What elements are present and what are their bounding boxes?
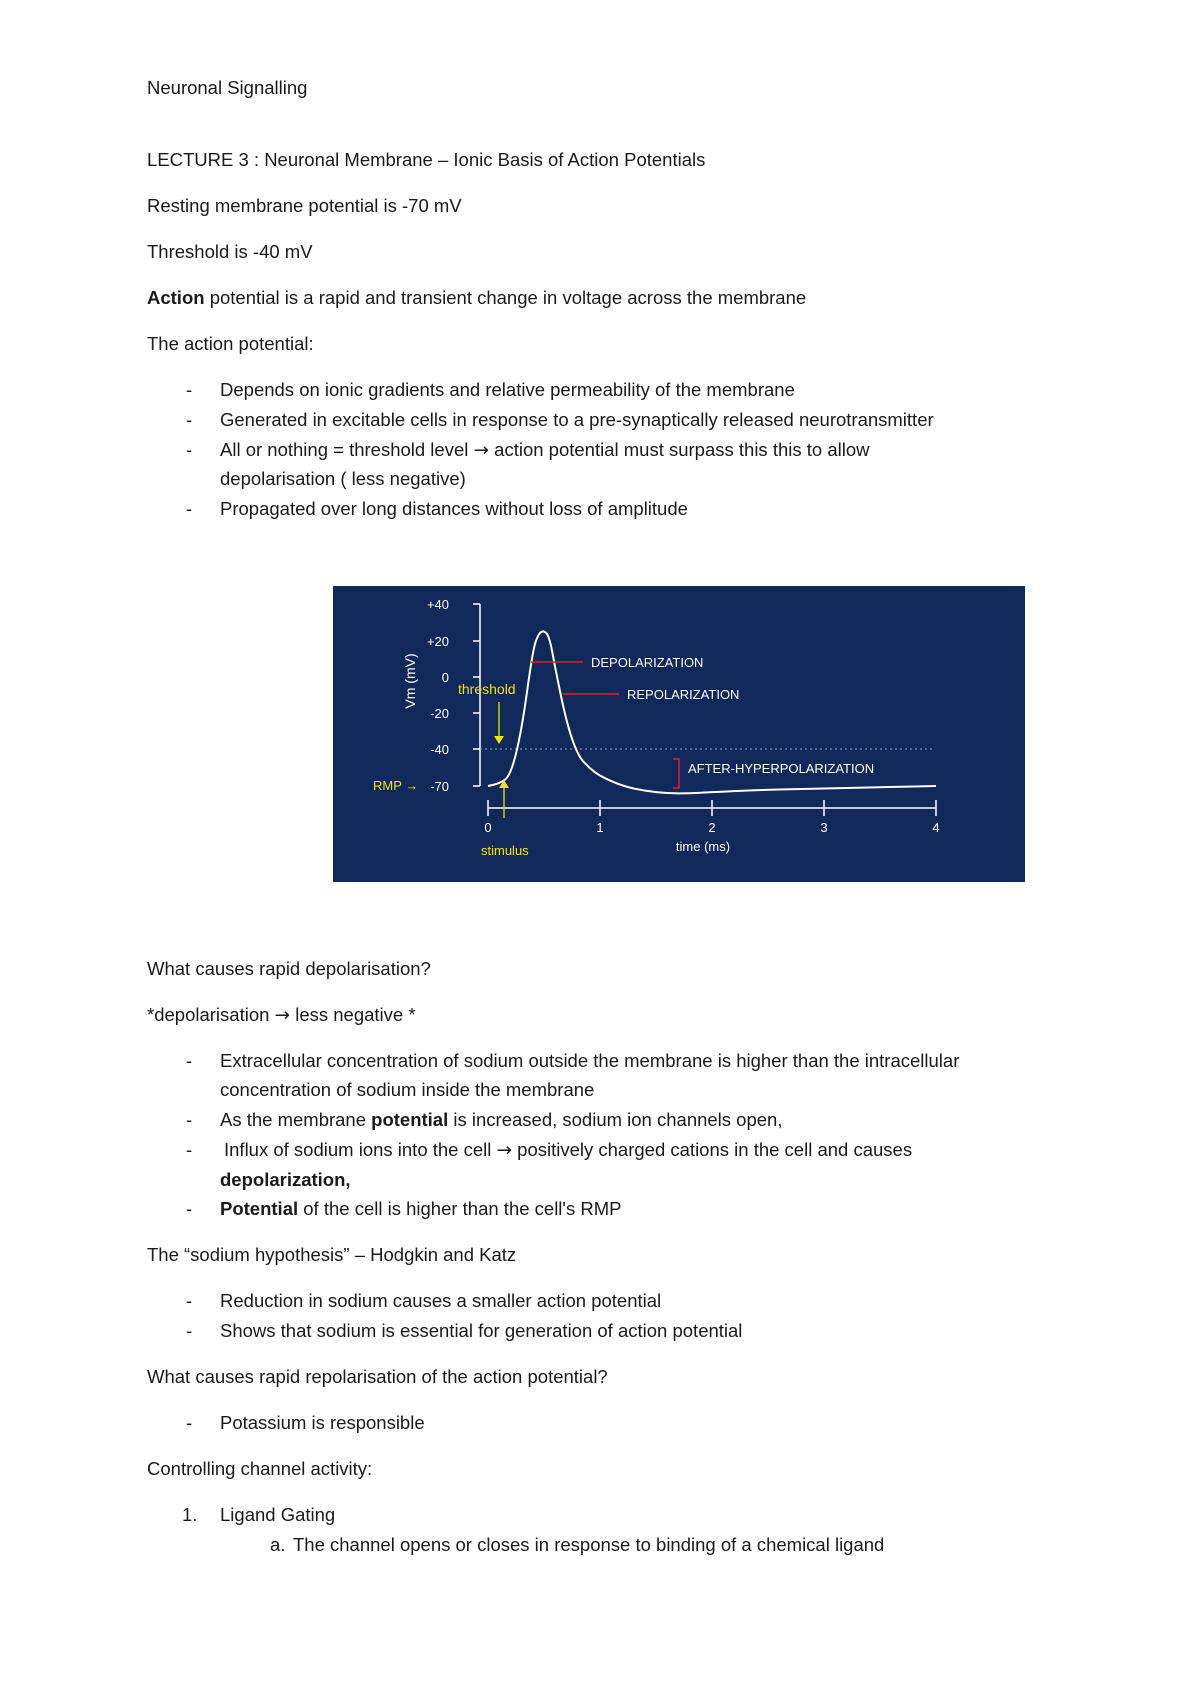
y-tick-label: -40 xyxy=(430,742,449,757)
y-tick-label: -70 xyxy=(430,779,449,794)
repolarization-label: REPOLARIZATION xyxy=(627,687,740,702)
action-term: Action xyxy=(147,287,205,308)
depolarisation-note xyxy=(147,1003,416,1028)
question-repolarisation: What causes rapid repolarisation of the action potential? xyxy=(147,1366,608,1387)
y-tick-label: 0 xyxy=(441,670,449,685)
document-header: Neuronal Signalling xyxy=(147,77,308,98)
y-tick-label: +20 xyxy=(426,634,449,649)
action-potential-chart xyxy=(333,586,1025,882)
x-tick-label: 1 xyxy=(596,820,604,835)
bullet-text-bold: depolarization, xyxy=(220,1169,351,1190)
bullet-text-part: As the membrane xyxy=(220,1109,372,1130)
bullet-text: Reduction in sodium causes a smaller action potential xyxy=(220,1290,662,1311)
ahp-label: AFTER-HYPERPOLARIZATION xyxy=(688,761,875,776)
x-tick-label: 2 xyxy=(708,820,716,835)
controlling-channel-heading: Controlling channel activity: xyxy=(147,1458,373,1479)
bullet-text-part: positively charged cations in the cell and causes xyxy=(512,1139,913,1160)
bullet-dash: - xyxy=(186,409,193,430)
bullet-text: Potassium is responsible xyxy=(220,1412,425,1433)
threshold-statement: Threshold is -40 mV xyxy=(147,241,313,262)
definition-rest: potential is a rapid and transient change in voltage across the membrane xyxy=(204,287,807,308)
bullet-text: Shows that sodium is essential for generation of action potential xyxy=(220,1320,743,1341)
list-item-text: The channel opens or closes in response to binding of a chemical ligand xyxy=(293,1534,885,1555)
list-number: 1. xyxy=(182,1504,198,1525)
bullet-text: depolarisation ( less negative) xyxy=(220,468,466,489)
bullet-text-part: is increased, sodium ion channels open, xyxy=(448,1109,783,1130)
x-tick-label: 4 xyxy=(932,820,940,835)
bullet-text xyxy=(220,1197,621,1221)
bullet-text-part: action potential must surpass this this to allow xyxy=(489,439,870,460)
bullet-text: Generated in excitable cells in response to a pre-synaptically released neurotransmitter xyxy=(220,409,934,430)
threshold-arrow-head xyxy=(494,736,504,744)
bullet-text: Extracellular concentration of sodium outside the membrane is higher than the intracellular xyxy=(220,1050,960,1071)
x-axis-label: time (ms) xyxy=(675,839,731,854)
right-arrow-icon: → xyxy=(473,440,490,461)
threshold-label: threshold xyxy=(458,681,516,697)
list-letter: a. xyxy=(270,1534,286,1555)
bullet-text: concentration of sodium inside the membrane xyxy=(220,1079,595,1100)
bullet-text xyxy=(224,1138,912,1163)
bullet-dash: - xyxy=(186,379,193,400)
right-arrow-icon: → xyxy=(274,1005,291,1026)
bullet-dash: - xyxy=(186,1198,193,1219)
y-axis-label: Vm (mV) xyxy=(402,653,418,709)
bullet-text-part: Influx of sodium ions into the cell xyxy=(224,1139,492,1160)
bullet-dash: - xyxy=(186,1050,193,1071)
bullet-text: Depends on ionic gradients and relative permeability of the membrane xyxy=(220,379,795,400)
bullet-text xyxy=(220,1108,782,1132)
lecture-title: LECTURE 3 : Neuronal Membrane – Ionic Basis of Action Potentials xyxy=(147,149,706,170)
rmp-label: RMP → xyxy=(373,778,419,793)
bullet-dash: - xyxy=(186,1139,193,1160)
bullet-text-part: All or nothing = threshold level xyxy=(220,439,469,460)
action-potential-heading: The action potential: xyxy=(147,333,314,354)
bullet-dash: - xyxy=(186,1290,193,1311)
y-tick-label: +40 xyxy=(426,597,449,612)
right-arrow-icon: → xyxy=(496,1140,513,1161)
y-tick-label: -20 xyxy=(430,706,449,721)
depolarization-label: DEPOLARIZATION xyxy=(591,655,704,670)
sodium-hypothesis-heading: The “sodium hypothesis” – Hodgkin and Katz xyxy=(147,1244,517,1265)
bullet-dash: - xyxy=(186,439,193,460)
bullet-dash: - xyxy=(186,1412,193,1433)
rmp-statement: Resting membrane potential is -70 mV xyxy=(147,195,462,216)
bullet-dash: - xyxy=(186,498,193,519)
action-potential-definition xyxy=(147,286,806,310)
stimulus-label: stimulus xyxy=(481,843,529,858)
bullet-text xyxy=(220,438,869,463)
list-item-text: Ligand Gating xyxy=(220,1504,336,1525)
bullet-text-bold: potential xyxy=(371,1109,449,1130)
action-potential-chart-svg xyxy=(333,586,1025,882)
bullet-dash: - xyxy=(186,1320,193,1341)
chart-ticks xyxy=(402,597,940,854)
bullet-text-part: of the cell is higher than the cell's RMP xyxy=(298,1198,622,1219)
bullet-text-bold: Potential xyxy=(220,1198,299,1219)
bullet-dash: - xyxy=(186,1109,193,1130)
ahp-bracket xyxy=(673,759,679,788)
note-part: less negative * xyxy=(290,1004,416,1025)
note-part: *depolarisation xyxy=(147,1004,270,1025)
x-tick-label: 3 xyxy=(820,820,828,835)
x-tick-label: 0 xyxy=(484,820,492,835)
question-depolarisation: What causes rapid depolarisation? xyxy=(147,958,431,979)
bullet-text: Propagated over long distances without loss of amplitude xyxy=(220,498,688,519)
